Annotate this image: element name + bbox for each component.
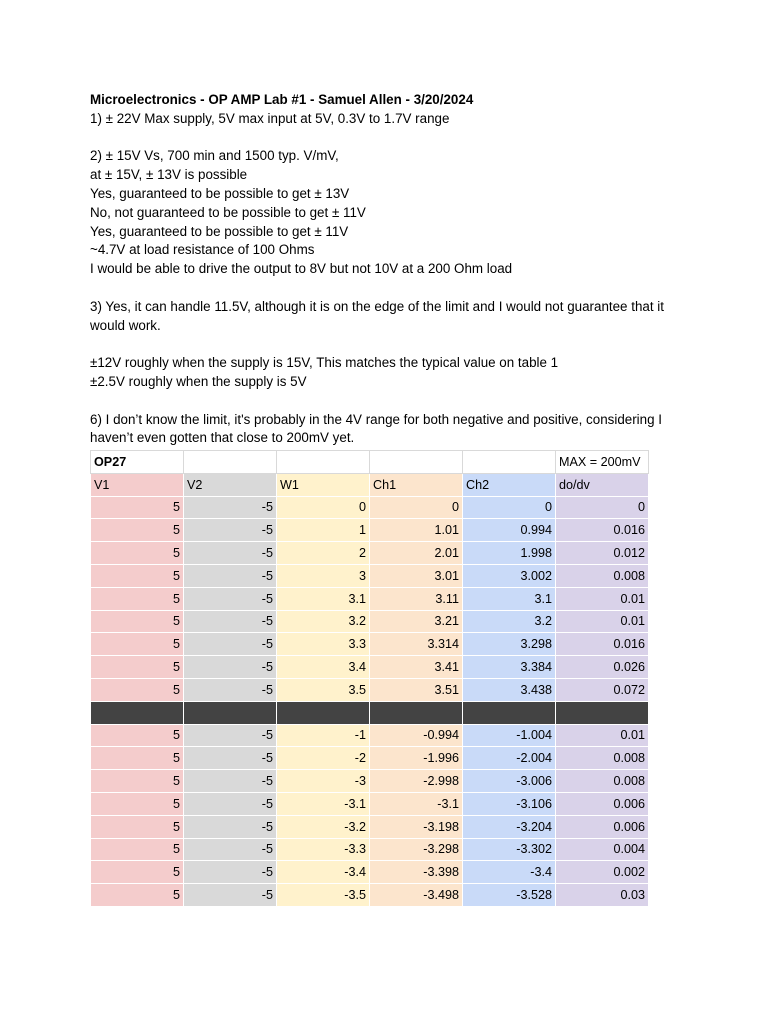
table-row	[91, 884, 649, 907]
cell-ch1: -3.1	[370, 792, 463, 815]
cell-ch2: 3.298	[463, 633, 556, 656]
column-header-ch2: Ch2	[463, 473, 556, 496]
cell-w1: 3.2	[277, 610, 370, 633]
separator-cell	[277, 701, 370, 724]
cell-w1: 3.3	[277, 633, 370, 656]
answer-4-line: ±12V roughly when the supply is 15V, This matches the typical value on table 1	[90, 355, 559, 371]
cell-dodv: 0.008	[556, 747, 649, 770]
document-body	[90, 91, 680, 448]
table-row	[91, 587, 649, 610]
cell-w1: -3.3	[277, 838, 370, 861]
cell-v1: 5	[91, 519, 184, 542]
cell-ch2: -3.302	[463, 838, 556, 861]
cell-ch1: 3.314	[370, 633, 463, 656]
cell-w1: -1	[277, 724, 370, 747]
cell-v1: 5	[91, 861, 184, 884]
cell-w1: -3.5	[277, 884, 370, 907]
cell-v2: -5	[184, 496, 277, 519]
cell-ch1: -3.498	[370, 884, 463, 907]
table-row	[91, 838, 649, 861]
cell-w1: -2	[277, 747, 370, 770]
cell-v1: 5	[91, 747, 184, 770]
cell-ch2: 0	[463, 496, 556, 519]
cell-ch1: -0.994	[370, 724, 463, 747]
cell-w1: 3.4	[277, 656, 370, 679]
cell-ch1: 0	[370, 496, 463, 519]
cell-dodv: 0.016	[556, 633, 649, 656]
answer-6-paragraph: 6) I don’t know the limit, it's probably in the 4V range for both negative and positive, considering I haven’t even gotten that close to 200mV yet.	[90, 411, 662, 446]
separator-cell	[463, 701, 556, 724]
cell-dodv: 0	[556, 496, 649, 519]
empty-cell	[277, 451, 370, 474]
cell-v2: -5	[184, 838, 277, 861]
cell-v2: -5	[184, 587, 277, 610]
table-row	[91, 792, 649, 815]
blank-line	[90, 279, 680, 298]
empty-cell	[184, 451, 277, 474]
cell-ch2: 3.1	[463, 587, 556, 610]
table-row	[91, 678, 649, 701]
cell-w1: 1	[277, 519, 370, 542]
cell-ch2: -3.006	[463, 770, 556, 793]
answer-2-detail: at ± 15V, ± 13V is possible	[90, 167, 248, 183]
table-row	[91, 656, 649, 679]
cell-ch2: 3.2	[463, 610, 556, 633]
cell-v2: -5	[184, 610, 277, 633]
op27-data-table	[90, 450, 649, 907]
cell-v2: -5	[184, 815, 277, 838]
cell-w1: -3.1	[277, 792, 370, 815]
empty-cell	[463, 451, 556, 474]
table-row	[91, 747, 649, 770]
cell-ch1: -1.996	[370, 747, 463, 770]
answer-2-detail: Yes, guaranteed to be possible to get ± 13V	[90, 185, 350, 201]
cell-dodv: 0.01	[556, 724, 649, 747]
table-row	[91, 610, 649, 633]
separator-row	[91, 701, 649, 724]
document-title: Microelectronics - OP AMP Lab #1 - Samuel Allen - 3/20/2024	[90, 92, 474, 107]
table-row	[91, 633, 649, 656]
column-header-ch1: Ch1	[370, 473, 463, 496]
answer-2-detail: No, not guaranteed to be possible to get ± 11V	[90, 204, 366, 220]
cell-dodv: 0.072	[556, 678, 649, 701]
table-label-row	[91, 451, 649, 474]
table-label: OP27	[91, 451, 184, 474]
cell-v2: -5	[184, 678, 277, 701]
cell-dodv: 0.01	[556, 587, 649, 610]
column-header-v1: V1	[91, 473, 184, 496]
cell-dodv: 0.012	[556, 542, 649, 565]
table-row	[91, 724, 649, 747]
separator-cell	[184, 701, 277, 724]
table-row	[91, 815, 649, 838]
separator-cell	[370, 701, 463, 724]
cell-v1: 5	[91, 792, 184, 815]
cell-v1: 5	[91, 678, 184, 701]
cell-v1: 5	[91, 542, 184, 565]
answer-2-detail: ~4.7V at load resistance of 100 Ohms	[90, 242, 315, 258]
cell-ch1: 2.01	[370, 542, 463, 565]
answer-1-line: 1) ± 22V Max supply, 5V max input at 5V, 0.3V to 1.7V range	[90, 110, 450, 126]
separator-cell	[556, 701, 649, 724]
cell-ch2: -3.4	[463, 861, 556, 884]
cell-v1: 5	[91, 496, 184, 519]
cell-ch1: 3.51	[370, 678, 463, 701]
cell-v1: 5	[91, 770, 184, 793]
cell-v2: -5	[184, 861, 277, 884]
cell-v1: 5	[91, 838, 184, 861]
blank-line	[90, 129, 680, 148]
cell-ch1: -3.298	[370, 838, 463, 861]
cell-dodv: 0.008	[556, 564, 649, 587]
cell-w1: 3	[277, 564, 370, 587]
cell-dodv: 0.006	[556, 815, 649, 838]
cell-w1: 3.5	[277, 678, 370, 701]
column-header-w1: W1	[277, 473, 370, 496]
cell-v1: 5	[91, 815, 184, 838]
table-row	[91, 564, 649, 587]
cell-ch1: 1.01	[370, 519, 463, 542]
separator-cell	[91, 701, 184, 724]
cell-w1: -3.4	[277, 861, 370, 884]
column-header-dodv: do/dv	[556, 473, 649, 496]
cell-w1: 3.1	[277, 587, 370, 610]
table-row	[91, 861, 649, 884]
cell-v2: -5	[184, 564, 277, 587]
cell-v2: -5	[184, 884, 277, 907]
cell-ch2: 0.994	[463, 519, 556, 542]
cell-ch1: 3.41	[370, 656, 463, 679]
blank-line	[90, 335, 680, 354]
cell-ch1: 3.21	[370, 610, 463, 633]
cell-ch2: 3.002	[463, 564, 556, 587]
cell-dodv: 0.002	[556, 861, 649, 884]
cell-ch2: -3.106	[463, 792, 556, 815]
answer-4-line: ±2.5V roughly when the supply is 5V	[90, 373, 307, 389]
column-header-v2: V2	[184, 473, 277, 496]
cell-v2: -5	[184, 656, 277, 679]
cell-dodv: 0.01	[556, 610, 649, 633]
table-body	[91, 451, 649, 907]
cell-ch1: 3.01	[370, 564, 463, 587]
cell-ch1: -3.198	[370, 815, 463, 838]
cell-dodv: 0.016	[556, 519, 649, 542]
cell-w1: 2	[277, 542, 370, 565]
table-row	[91, 519, 649, 542]
cell-ch2: -3.204	[463, 815, 556, 838]
table-row	[91, 770, 649, 793]
answer-2-line: 2) ± 15V Vs, 700 min and 1500 typ. V/mV,	[90, 148, 339, 164]
cell-v1: 5	[91, 884, 184, 907]
cell-ch2: 1.998	[463, 542, 556, 565]
table-row	[91, 496, 649, 519]
table-row	[91, 542, 649, 565]
cell-ch2: -3.528	[463, 884, 556, 907]
cell-ch1: -3.398	[370, 861, 463, 884]
cell-dodv: 0.03	[556, 884, 649, 907]
cell-dodv: 0.004	[556, 838, 649, 861]
cell-v1: 5	[91, 724, 184, 747]
cell-ch1: -2.998	[370, 770, 463, 793]
cell-v1: 5	[91, 633, 184, 656]
blank-line	[90, 392, 680, 411]
column-header-row	[91, 473, 649, 496]
cell-ch2: 3.384	[463, 656, 556, 679]
cell-v2: -5	[184, 542, 277, 565]
cell-w1: 0	[277, 496, 370, 519]
cell-ch2: 3.438	[463, 678, 556, 701]
cell-v1: 5	[91, 587, 184, 610]
answer-2-detail: I would be able to drive the output to 8V but not 10V at a 200 Ohm load	[90, 261, 513, 277]
cell-ch1: 3.11	[370, 587, 463, 610]
cell-ch2: -1.004	[463, 724, 556, 747]
cell-v2: -5	[184, 633, 277, 656]
cell-dodv: 0.008	[556, 770, 649, 793]
answer-3-paragraph: 3) Yes, it can handle 11.5V, although it is on the edge of the limit and I would not guarantee that it would work.	[90, 298, 664, 333]
max-note-cell: MAX = 200mV	[556, 451, 649, 474]
cell-ch2: -2.004	[463, 747, 556, 770]
cell-v2: -5	[184, 792, 277, 815]
cell-v2: -5	[184, 770, 277, 793]
answer-2-detail: Yes, guaranteed to be possible to get ± 11V	[90, 223, 349, 239]
cell-w1: -3	[277, 770, 370, 793]
empty-cell	[370, 451, 463, 474]
cell-v1: 5	[91, 610, 184, 633]
cell-dodv: 0.026	[556, 656, 649, 679]
cell-v1: 5	[91, 656, 184, 679]
cell-w1: -3.2	[277, 815, 370, 838]
cell-v1: 5	[91, 564, 184, 587]
cell-v2: -5	[184, 519, 277, 542]
cell-dodv: 0.006	[556, 792, 649, 815]
cell-v2: -5	[184, 747, 277, 770]
cell-v2: -5	[184, 724, 277, 747]
